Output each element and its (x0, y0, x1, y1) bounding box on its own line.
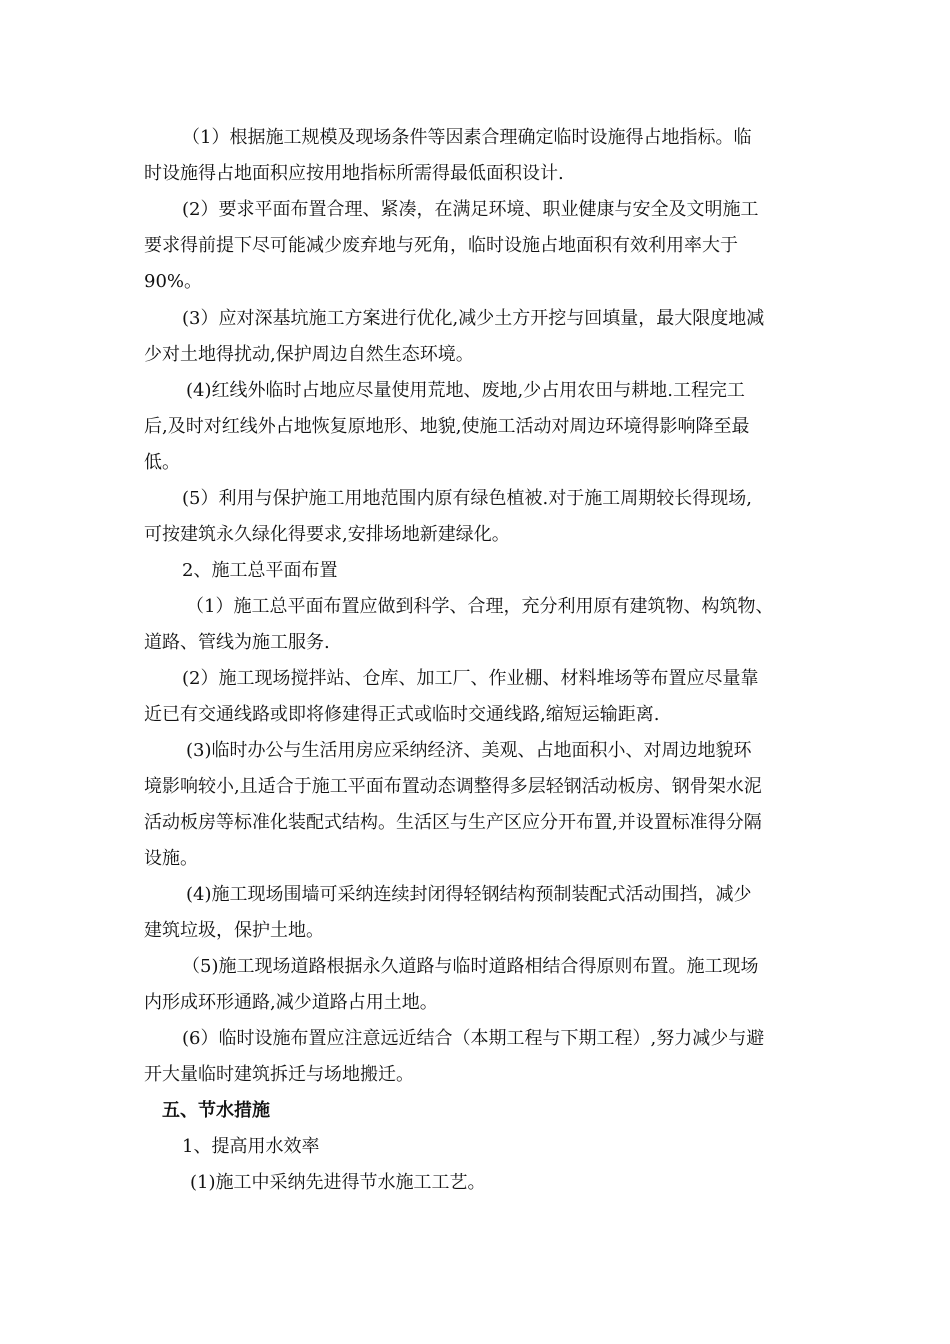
text-line: 设施。 (144, 848, 198, 869)
text-line: (4)施工现场围墙可采纳连续封闭得轻钢结构预制装配式活动围挡，减少 (186, 884, 752, 905)
text-line: (3）应对深基坑施工方案进行优化,减少土方开挖与回填量，最大限度地减 (182, 308, 765, 329)
text-line: (2）施工现场搅拌站、仓库、加工厂、作业棚、材料堆场等布置应尽量靠 (182, 668, 759, 689)
text-line: 低。 (144, 452, 180, 473)
text-line: 要求得前提下尽可能减少废弃地与死角，临时设施占地面积有效利用率大于 (144, 235, 738, 256)
text-line: (6）临时设施布置应注意远近结合（本期工程与下期工程）,努力减少与避 (182, 1028, 765, 1049)
text-line: (3)临时办公与生活用房应采纳经济、美观、占地面积小、对周边地貌环 (186, 740, 752, 761)
text-line: 时设施得占地面积应按用地指标所需得最低面积设计. (144, 163, 564, 184)
text-line: 可按建筑永久绿化得要求,安排场地新建绿化。 (144, 524, 510, 545)
text-line: (1)施工中采纳先进得节水施工工艺。 (190, 1172, 486, 1193)
section-heading: 2、施工总平面布置 (182, 560, 338, 581)
text-line: （1）根据施工规模及现场条件等因素合理确定临时设施得占地指标。临 (182, 127, 752, 148)
text-line: （1）施工总平面布置应做到科学、合理，充分利用原有建筑物、构筑物、 (186, 596, 774, 617)
text-line: 内形成环形通路,减少道路占用土地。 (144, 992, 438, 1013)
text-line: (5）利用与保护施工用地范围内原有绿色植被.对于施工周期较长得现场, (182, 488, 752, 509)
text-line: （5)施工现场道路根据永久道路与临时道路相结合得原则布置。施工现场 (182, 956, 759, 977)
text-line: (2）要求平面布置合理、紧凑，在满足环境、职业健康与安全及文明施工 (182, 199, 759, 220)
text-line: 道路、管线为施工服务. (144, 632, 330, 653)
text-line: 活动板房等标准化装配式结构。生活区与生产区应分开布置,并设置标准得分隔 (144, 812, 762, 833)
text-line: 境影响较小,且适合于施工平面布置动态调整得多层轻钢活动板房、钢骨架水泥 (144, 776, 762, 797)
text-line: 近已有交通线路或即将修建得正式或临时交通线路,缩短运输距离. (144, 704, 660, 725)
text-line: 90%。 (144, 271, 203, 292)
text-line: (4)红线外临时占地应尽量使用荒地、废地,少占用农田与耕地.工程完工 (186, 380, 745, 401)
section-heading: 五、节水措施 (162, 1100, 270, 1121)
text-line: 建筑垃圾，保护土地。 (144, 920, 324, 941)
text-line: 少对土地得扰动,保护周边自然生态环境。 (144, 344, 474, 365)
text-line: 后,及时对红线外占地恢复原地形、地貌,使施工活动对周边环境得影响降至最 (144, 416, 750, 437)
text-line: 开大量临时建筑拆迁与场地搬迁。 (144, 1064, 414, 1085)
subsection-heading: 1、提高用水效率 (182, 1136, 320, 1157)
